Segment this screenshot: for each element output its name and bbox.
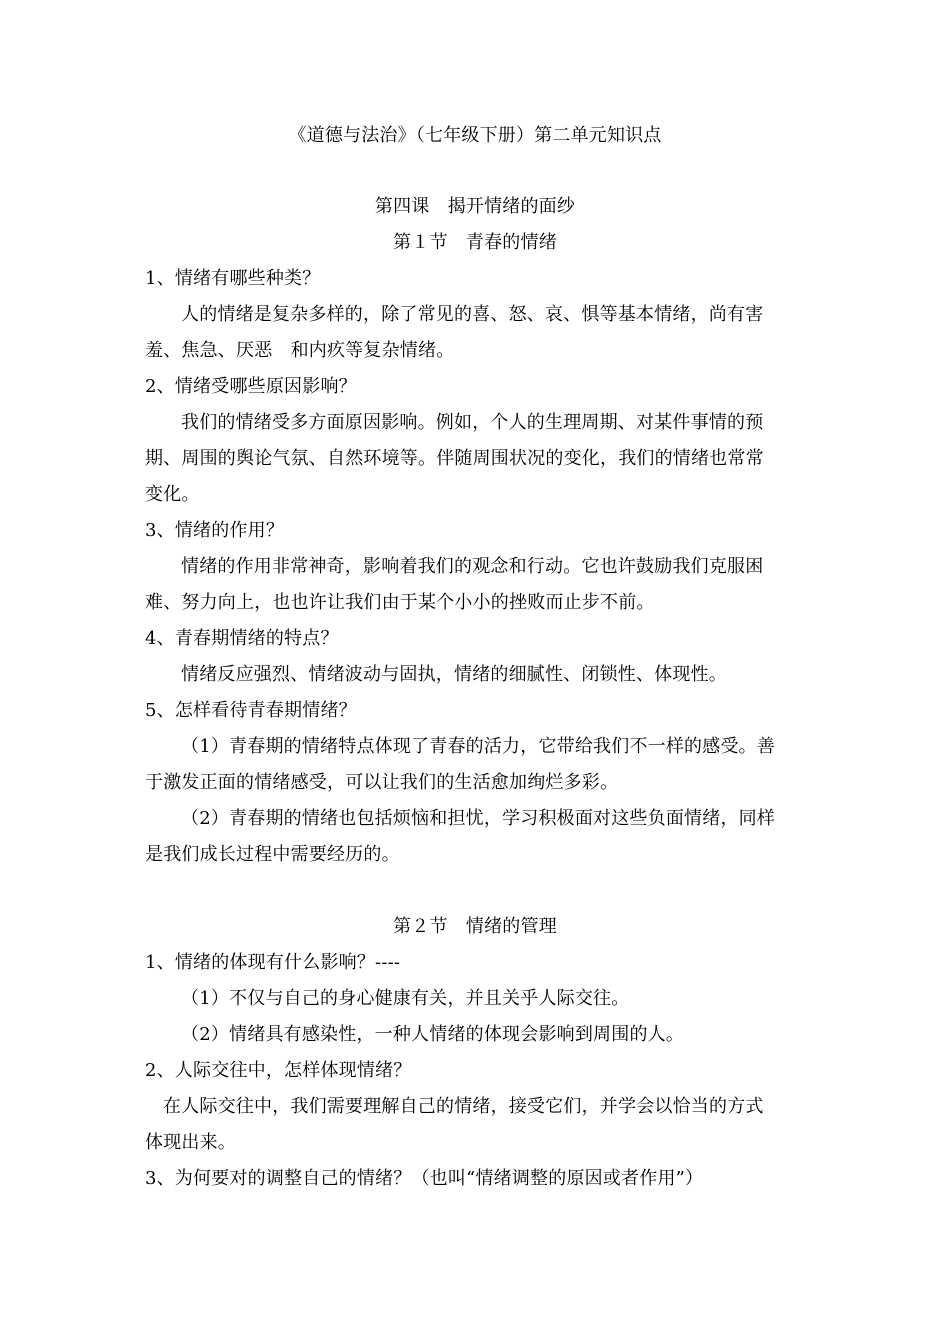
answer-1-5-para-2-line-1: （2）青春期的情绪也包括烦恼和担忧，学习积极面对这些负面情绪，同样 (181, 808, 776, 829)
answer-2-1-item-1: （1）不仅与自己的身心健康有关，并且关乎人际交往。 (181, 988, 630, 1009)
answer-1-1-line-1: 人的情绪是复杂多样的，除了常见的喜、怒、哀、惧等基本情绪，尚有害 (181, 304, 764, 325)
answer-2-2-line-1: 在人际交往中，我们需要理解自己的情绪，接受它们，并学会以恰当的方式 (163, 1096, 764, 1117)
question-2-1: 1、情绪的体现有什么影响？---- (145, 952, 401, 973)
question-2-2: 2、人际交往中，怎样体现情绪？ (145, 1060, 412, 1081)
question-1-5: 5、怎样看待青春期情绪？ (145, 700, 357, 721)
answer-1-4-line-1: 情绪反应强烈、情绪波动与固执，情绪的细腻性、闭锁性、体现性。 (181, 664, 727, 685)
answer-1-5-para-1-line-1: （1）青春期的情绪特点体现了青春的活力，它带给我们不一样的感受。善 (181, 736, 776, 757)
answer-1-3-line-1: 情绪的作用非常神奇，影响着我们的观念和行动。它也许鼓励我们克服困 (181, 556, 764, 577)
answer-1-3-line-2: 难、努力向上，也也许让我们由于某个小小的挫败而止步不前。 (145, 592, 655, 613)
answer-1-2-line-3: 变化。 (145, 484, 200, 505)
answer-2-2-line-2: 体现出来。 (145, 1132, 236, 1153)
section-2-heading: 第２节 情绪的管理 (393, 916, 557, 937)
answer-1-5-para-2-line-2: 是我们成长过程中需要经历的。 (145, 844, 400, 865)
question-1-2: 2、情绪受哪些原因影响？ (145, 376, 357, 397)
question-1-4: 4、青春期情绪的特点？ (145, 628, 339, 649)
lesson-title: 第四课 揭开情绪的面纱 (374, 196, 576, 217)
answer-1-5-para-1-line-2: 于激发正面的情绪感受，可以让我们的生活愈加绚烂多彩。 (145, 772, 619, 793)
answer-1-2-line-1: 我们的情绪受多方面原因影响。例如，个人的生理周期、对某件事情的预 (181, 412, 764, 433)
answer-1-1-line-2: 羞、焦急、厌恶 和内疚等复杂情绪。 (145, 340, 455, 361)
document-title: 《道德与法治》（七年级下册）第二单元知识点 (288, 125, 662, 146)
question-2-3: 3、为何要对的调整自己的情绪？（也叫“情绪调整的原因或者作用”） (145, 1168, 704, 1189)
question-1-1: 1、情绪有哪些种类？ (145, 268, 321, 289)
answer-2-1-item-2: （2）情绪具有感染性，一种人情绪的体现会影响到周围的人。 (181, 1024, 685, 1045)
question-1-3: 3、情绪的作用？ (145, 520, 285, 541)
answer-1-2-line-2: 期、周围的舆论气氛、自然环境等。伴随周围状况的变化，我们的情绪也常常 (145, 448, 764, 469)
section-1-heading: 第１节 青春的情绪 (393, 232, 557, 253)
